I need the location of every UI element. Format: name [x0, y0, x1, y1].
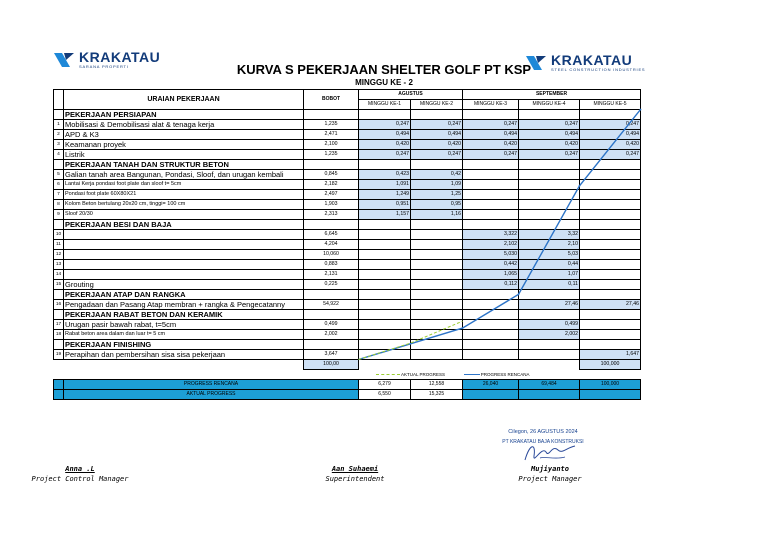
- row-bobot: 0,499: [304, 320, 359, 330]
- signature-project-control-manager: [30, 465, 130, 483]
- row-week-4: [519, 180, 580, 190]
- row-week-5: [580, 190, 641, 200]
- table-row: [54, 300, 641, 310]
- row-week-4: [519, 190, 580, 200]
- row-bobot: 4,204: [304, 240, 359, 250]
- table-row: [54, 170, 641, 180]
- row-week-2: [411, 280, 463, 290]
- row-week-4: [519, 350, 580, 360]
- progress-rencana-w5: 100,000: [580, 380, 641, 390]
- section-title: PEKERJAAN PERSIAPAN: [64, 110, 304, 120]
- row-number: 10: [54, 230, 64, 240]
- section-row: [54, 340, 641, 350]
- row-bobot: 2,182: [304, 180, 359, 190]
- progress-rencana-label: PROGRESS RENCANA: [64, 380, 359, 390]
- row-week-4: [519, 210, 580, 220]
- signature-superintendent: [305, 465, 405, 483]
- logo-right-sub: STEEL CONSTRUCTION INDUSTRIES: [551, 67, 646, 72]
- row-description: Keamanan proyek: [64, 140, 304, 150]
- table-row: [54, 150, 641, 160]
- signature-scribble-icon: [520, 438, 580, 468]
- company-name: PT KRAKATAU BAJA KONSTRUKSI: [502, 439, 584, 445]
- table-row: [54, 280, 641, 290]
- row-description: Rabat beton area dalam dan luar t= 5 cm: [64, 330, 304, 340]
- row-number: 6: [54, 180, 64, 190]
- row-week-4: 0,247: [519, 120, 580, 130]
- row-week-5: [580, 170, 641, 180]
- logo-right-name: KRAKATAU: [551, 52, 633, 68]
- row-number: 8: [54, 200, 64, 210]
- row-description: [64, 230, 304, 240]
- row-week-3: [463, 190, 519, 200]
- table-row: [54, 120, 641, 130]
- row-bobot: 1,903: [304, 200, 359, 210]
- row-week-5: [580, 270, 641, 280]
- row-week-5: [580, 230, 641, 240]
- row-description: Sloof 20/30: [64, 210, 304, 220]
- row-week-1: 0,494: [359, 130, 411, 140]
- legend-plan: [463, 370, 580, 380]
- row-week-5: 0,494: [580, 130, 641, 140]
- signature-project-manager: [500, 465, 600, 483]
- table-row: [54, 200, 641, 210]
- table-row: [54, 240, 641, 250]
- row-description: [64, 250, 304, 260]
- row-bobot: 1,235: [304, 150, 359, 160]
- row-week-3: [463, 300, 519, 310]
- row-week-1: 1,091: [359, 180, 411, 190]
- aktual-progress-w5: [580, 390, 641, 400]
- row-week-3: 0,494: [463, 130, 519, 140]
- row-week-4: 0,11: [519, 280, 580, 290]
- row-description: Lantai Kerja pondasi foot plate dan sloof t= 5cm: [64, 180, 304, 190]
- row-number: 12: [54, 250, 64, 260]
- row-description: Perapihan dan pembersihan sisa sisa pekerjaan: [64, 350, 304, 360]
- row-week-3: 0,442: [463, 260, 519, 270]
- row-week-5: [580, 240, 641, 250]
- row-description: Pengadaan dan Pasang Atap membran + rangka & Pengecatanny: [64, 300, 304, 310]
- row-week-4: 3,32: [519, 230, 580, 240]
- row-number: 16: [54, 300, 64, 310]
- header-bobot: BOBOT: [304, 90, 359, 110]
- document-subtitle: MINGGU KE - 2: [355, 78, 413, 87]
- row-description: Mobilisasi & Demobilisasi alat & tenaga kerja: [64, 120, 304, 130]
- row-week-3: 2,102: [463, 240, 519, 250]
- row-week-3: [463, 350, 519, 360]
- row-description: APD & K3: [64, 130, 304, 140]
- table-row: [54, 270, 641, 280]
- row-bobot: 2,002: [304, 330, 359, 340]
- row-week-5: 0,247: [580, 120, 641, 130]
- row-week-3: [463, 180, 519, 190]
- row-week-3: [463, 210, 519, 220]
- row-week-1: 0,423: [359, 170, 411, 180]
- row-week-4: 0,420: [519, 140, 580, 150]
- row-description: Grouting: [64, 280, 304, 290]
- row-week-5: [580, 250, 641, 260]
- total-row: [54, 360, 641, 370]
- signer-role: Superintendent: [325, 475, 385, 483]
- signer-name: Anna .L: [65, 465, 95, 473]
- row-week-4: 0,494: [519, 130, 580, 140]
- row-week-4: [519, 170, 580, 180]
- row-week-5: 1,647: [580, 350, 641, 360]
- row-week-2: [411, 330, 463, 340]
- row-week-1: 0,247: [359, 150, 411, 160]
- legend-actual-swatch: [376, 374, 400, 375]
- row-bobot: 0,845: [304, 170, 359, 180]
- row-week-1: 1,249: [359, 190, 411, 200]
- row-week-5: 27,46: [580, 300, 641, 310]
- legend-actual-label: AKTUAL PROGRESS: [400, 371, 446, 377]
- row-number: 1: [54, 120, 64, 130]
- table-row: [54, 130, 641, 140]
- row-number: 14: [54, 270, 64, 280]
- document-title: KURVA S PEKERJAAN SHELTER GOLF PT KSP: [236, 62, 532, 77]
- section-row: [54, 220, 641, 230]
- row-week-3: [463, 200, 519, 210]
- header-week-2: MINGGU KE-2: [411, 100, 463, 110]
- progress-rencana-row: [54, 380, 641, 390]
- row-week-1: [359, 350, 411, 360]
- header-week-3: MINGGU KE-3: [463, 100, 519, 110]
- aktual-progress-label: AKTUAL PROGRESS: [64, 390, 359, 400]
- row-week-1: [359, 260, 411, 270]
- row-description: Galian tanah area Bangunan, Pondasi, Sloof, dan urugan kembali: [64, 170, 304, 180]
- row-week-3: [463, 170, 519, 180]
- row-week-1: 1,157: [359, 210, 411, 220]
- aktual-progress-w3: [463, 390, 519, 400]
- row-week-2: [411, 240, 463, 250]
- row-bobot: 0,883: [304, 260, 359, 270]
- row-bobot: 2,100: [304, 140, 359, 150]
- legend-plan-label: PROGRESS RENCANA: [480, 371, 530, 377]
- row-week-1: [359, 300, 411, 310]
- row-description: [64, 260, 304, 270]
- row-week-3: 0,247: [463, 120, 519, 130]
- signer-role: Project Manager: [518, 475, 582, 483]
- progress-rencana-w1: 6,279: [359, 380, 411, 390]
- header-uraian: URAIAN PEKERJAAN: [64, 90, 304, 110]
- signer-name: Aan Suhaemi: [331, 465, 379, 473]
- header-month-agustus: AGUSTUS: [359, 90, 463, 100]
- row-week-5: [580, 200, 641, 210]
- header-week-1: MINGGU KE-1: [359, 100, 411, 110]
- row-week-4: 1,07: [519, 270, 580, 280]
- header-no: [54, 90, 64, 110]
- row-description: Listrik: [64, 150, 304, 160]
- row-bobot: 2,471: [304, 130, 359, 140]
- row-week-4: 0,247: [519, 150, 580, 160]
- row-week-4: 5,03: [519, 250, 580, 260]
- row-week-3: 0,420: [463, 140, 519, 150]
- section-title: PEKERJAAN FINISHING: [64, 340, 304, 350]
- signer-role: Project Control Manager: [31, 475, 129, 483]
- signer-name: Mujiyanto: [531, 465, 569, 473]
- row-week-2: 0,247: [411, 150, 463, 160]
- row-number: 4: [54, 150, 64, 160]
- row-description: [64, 240, 304, 250]
- section-row: [54, 160, 641, 170]
- row-number: 3: [54, 140, 64, 150]
- progress-rencana-w4: 69,484: [519, 380, 580, 390]
- section-row: [54, 290, 641, 300]
- row-week-3: 5,030: [463, 250, 519, 260]
- table-row: [54, 210, 641, 220]
- row-week-5: [580, 330, 641, 340]
- row-week-2: 0,95: [411, 200, 463, 210]
- row-week-2: 1,09: [411, 180, 463, 190]
- header-month-september: SEPTEMBER: [463, 90, 641, 100]
- table-row: [54, 190, 641, 200]
- row-week-1: [359, 320, 411, 330]
- row-week-1: [359, 230, 411, 240]
- aktual-progress-w1: 6,550: [359, 390, 411, 400]
- header-week-4: MINGGU KE-4: [519, 100, 580, 110]
- table-row: [54, 230, 641, 240]
- row-description: Kolom Beton bertulang 20x20 cm, tinggi= 100 cm: [64, 200, 304, 210]
- table-row: [54, 320, 641, 330]
- header-week-5: MINGGU KE-5: [580, 100, 641, 110]
- legend-plan-swatch: [464, 374, 480, 375]
- row-week-2: [411, 350, 463, 360]
- row-week-5: [580, 320, 641, 330]
- section-row: [54, 110, 641, 120]
- row-bobot: 10,060: [304, 250, 359, 260]
- row-week-5: [580, 180, 641, 190]
- row-week-1: [359, 270, 411, 280]
- s-curve-table: [53, 89, 641, 400]
- row-bobot: 6,645: [304, 230, 359, 240]
- row-week-3: 1,065: [463, 270, 519, 280]
- section-title: PEKERJAAN ATAP DAN RANGKA: [64, 290, 304, 300]
- section-title: PEKERJAAN BESI DAN BAJA: [64, 220, 304, 230]
- aktual-progress-row: [54, 390, 641, 400]
- logo-left-sub: SARANA PROPERTI: [79, 64, 129, 69]
- row-week-4: 2,10: [519, 240, 580, 250]
- row-week-5: [580, 210, 641, 220]
- row-week-2: [411, 320, 463, 330]
- row-week-2: 0,247: [411, 120, 463, 130]
- total-bobot: 100,00: [304, 360, 359, 370]
- row-week-1: [359, 240, 411, 250]
- row-week-3: 3,322: [463, 230, 519, 240]
- row-week-4: 0,499: [519, 320, 580, 330]
- row-number: 5: [54, 170, 64, 180]
- row-week-2: 1,16: [411, 210, 463, 220]
- row-week-4: 27,46: [519, 300, 580, 310]
- row-description: [64, 270, 304, 280]
- row-week-2: [411, 230, 463, 240]
- row-week-3: 0,112: [463, 280, 519, 290]
- row-week-2: 0,42: [411, 170, 463, 180]
- row-week-5: 0,420: [580, 140, 641, 150]
- progress-rencana-w3: 26,040: [463, 380, 519, 390]
- row-week-2: 0,494: [411, 130, 463, 140]
- row-week-1: 0,247: [359, 120, 411, 130]
- row-week-4: 0,44: [519, 260, 580, 270]
- row-number: 17: [54, 320, 64, 330]
- row-week-4: 2,002: [519, 330, 580, 340]
- legend-actual: [359, 370, 463, 380]
- progress-rencana-w2: 12,558: [411, 380, 463, 390]
- table-row: [54, 140, 641, 150]
- row-number: 9: [54, 210, 64, 220]
- row-week-5: 0,247: [580, 150, 641, 160]
- row-week-1: [359, 250, 411, 260]
- row-week-1: 0,951: [359, 200, 411, 210]
- row-number: 13: [54, 260, 64, 270]
- row-week-4: [519, 200, 580, 210]
- row-bobot: 2,497: [304, 190, 359, 200]
- row-week-2: [411, 270, 463, 280]
- row-week-2: [411, 260, 463, 270]
- row-week-1: [359, 280, 411, 290]
- row-number: 11: [54, 240, 64, 250]
- row-bobot: 2,313: [304, 210, 359, 220]
- table-row: [54, 260, 641, 270]
- row-number: 19: [54, 350, 64, 360]
- row-number: 7: [54, 190, 64, 200]
- row-number: 15: [54, 280, 64, 290]
- row-bobot: 2,131: [304, 270, 359, 280]
- table-row: [54, 180, 641, 190]
- row-week-1: 0,420: [359, 140, 411, 150]
- row-bobot: 3,647: [304, 350, 359, 360]
- row-bobot: 1,235: [304, 120, 359, 130]
- table-body: [54, 110, 641, 360]
- aktual-progress-w4: [519, 390, 580, 400]
- logo-left-name: KRAKATAU: [79, 49, 161, 65]
- row-week-2: [411, 300, 463, 310]
- row-week-5: [580, 280, 641, 290]
- section-title: PEKERJAAN RABAT BETON DAN KERAMIK: [64, 310, 304, 320]
- row-bobot: 54,922: [304, 300, 359, 310]
- section-title: PEKERJAAN TANAH DAN STRUKTUR BETON: [64, 160, 304, 170]
- legend-row: [54, 370, 641, 380]
- row-description: Urugan pasir bawah rabat, t=5cm: [64, 320, 304, 330]
- total-last: 100,000: [580, 360, 641, 370]
- row-week-2: 1,25: [411, 190, 463, 200]
- place-date: Cilegon, 26 AGUSTUS 2024: [508, 429, 578, 435]
- row-week-3: 0,247: [463, 150, 519, 160]
- row-week-3: [463, 320, 519, 330]
- row-week-2: [411, 250, 463, 260]
- row-week-3: [463, 330, 519, 340]
- row-number: 18: [54, 330, 64, 340]
- row-week-5: [580, 260, 641, 270]
- table-row: [54, 250, 641, 260]
- table-row: [54, 330, 641, 340]
- row-week-1: [359, 330, 411, 340]
- row-week-2: 0,420: [411, 140, 463, 150]
- aktual-progress-w2: 15,325: [411, 390, 463, 400]
- row-description: Pondasi foot plate 60X80X21: [64, 190, 304, 200]
- table-row: [54, 350, 641, 360]
- section-row: [54, 310, 641, 320]
- row-bobot: 0,225: [304, 280, 359, 290]
- row-number: 2: [54, 130, 64, 140]
